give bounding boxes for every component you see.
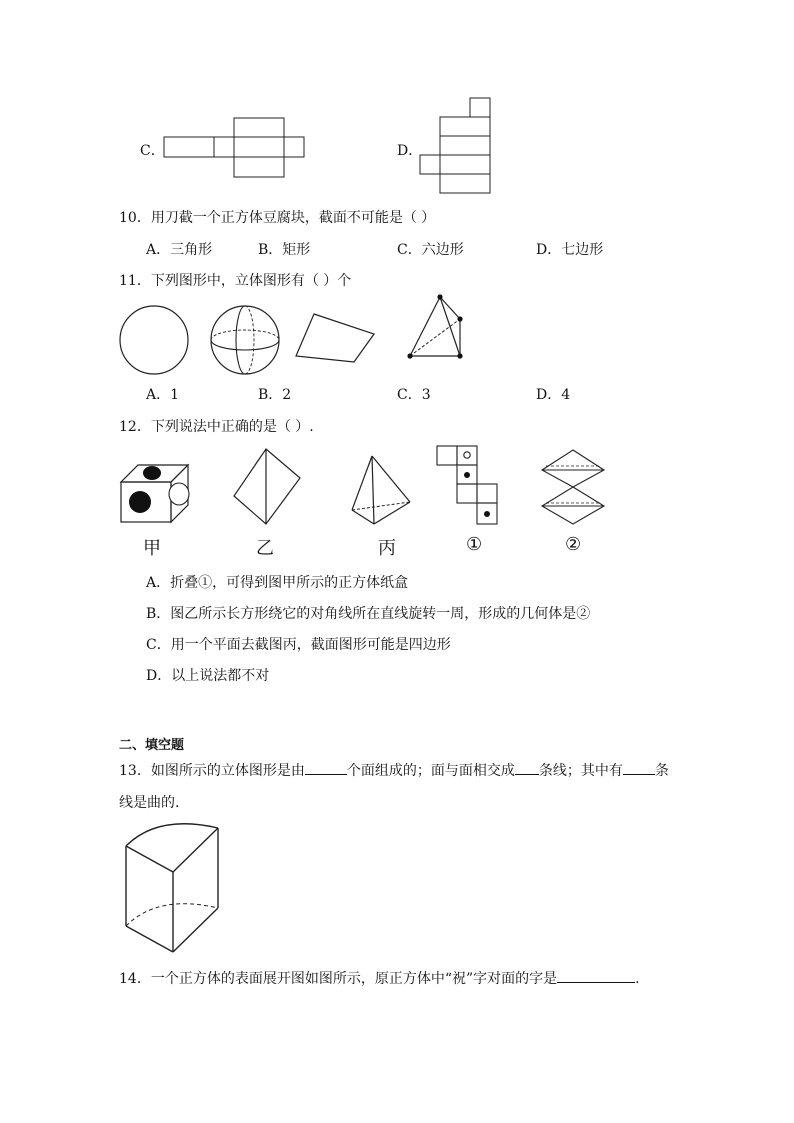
q10-option-d: D．七边形	[536, 242, 604, 258]
q9-option-c-label: C．	[140, 143, 165, 159]
q13-stem	[119, 760, 669, 780]
answer-blank[interactable]	[557, 968, 635, 983]
question-text: 一个正方体的表面展开图如图所示，原正方体中“祝”字对面的字是	[150, 971, 558, 987]
q13-stem-line2: 线是曲的.	[119, 795, 180, 811]
q9-option-d-label: D．	[397, 143, 423, 159]
q12-option-a: A．折叠①，可得到图甲所示的正方体纸盒	[146, 575, 409, 591]
q12-figure-label-one: ①	[466, 534, 483, 555]
question-number: 14．	[119, 971, 151, 987]
q11-tetrahedron-figure	[404, 292, 468, 362]
q13-text-part1: 如图所示的立体图形是由	[150, 763, 305, 779]
question-number: 11．	[119, 273, 151, 289]
question-number: 10．	[119, 210, 151, 226]
q10-stem	[119, 207, 435, 227]
q12-rectangle-yi-figure	[230, 446, 304, 528]
q10-option-a: A．三角形	[146, 242, 213, 258]
q12-stem	[119, 416, 314, 436]
q11-circle-figure	[118, 304, 192, 378]
q11-option-c: C．3	[397, 387, 431, 403]
q10-option-b: B．矩形	[258, 242, 311, 258]
q13-text-part3: 条线；其中有	[538, 763, 623, 779]
q9-option-c-net	[160, 116, 310, 180]
q12-pyramid-bing-figure	[348, 452, 414, 528]
answer-blank-2[interactable]	[515, 760, 539, 775]
q12-figure-label-two: ②	[565, 534, 582, 555]
question-number: 12．	[119, 419, 151, 435]
answer-blank-3[interactable]	[623, 760, 655, 775]
q12-option-c: C．用一个平面去截图丙，截面图形可能是四边形	[146, 637, 451, 653]
q13-text-part4: 条	[654, 763, 669, 779]
q11-option-b: B．2	[258, 387, 292, 403]
question-number: 13．	[119, 763, 151, 779]
q11-option-a: A．1	[146, 387, 180, 403]
q14-stem	[119, 968, 640, 988]
q11-sphere-figure	[208, 304, 284, 378]
q12-net-one-figure	[435, 444, 501, 530]
q12-double-cone-figure	[538, 446, 608, 528]
q9-option-d-net	[418, 96, 498, 198]
q12-figure-label-jia: 甲	[143, 538, 161, 559]
section-title: 二、填空题	[119, 738, 185, 753]
q11-quadrilateral-figure	[292, 310, 378, 366]
q12-cube-jia-figure	[118, 462, 192, 526]
question-text: 用刀截一个正方体豆腐块，截面不可能是（ ）	[150, 210, 436, 226]
q11-option-d: D．4	[536, 387, 571, 403]
q10-option-c: C．六边形	[397, 242, 464, 258]
q12-option-b: B．图乙所示长方形绕它的对角线所在直线旋转一周，形成的几何体是②	[146, 606, 591, 622]
question-text: 下列说法中正确的是（ ）.	[150, 419, 314, 435]
q12-figure-label-yi: 乙	[256, 538, 274, 559]
q11-stem	[119, 270, 351, 290]
q14-end-punct: .	[635, 971, 640, 987]
q13-half-cylinder-figure	[118, 820, 258, 956]
q13-text-part2: 个面组成的；面与面相交成	[346, 763, 515, 779]
q12-option-d: D．以上说法都不对	[146, 668, 270, 684]
q12-figure-label-bing: 丙	[378, 538, 396, 559]
answer-blank-1[interactable]	[305, 760, 347, 775]
question-text: 下列图形中，立体图形有（ ）个	[150, 273, 352, 289]
